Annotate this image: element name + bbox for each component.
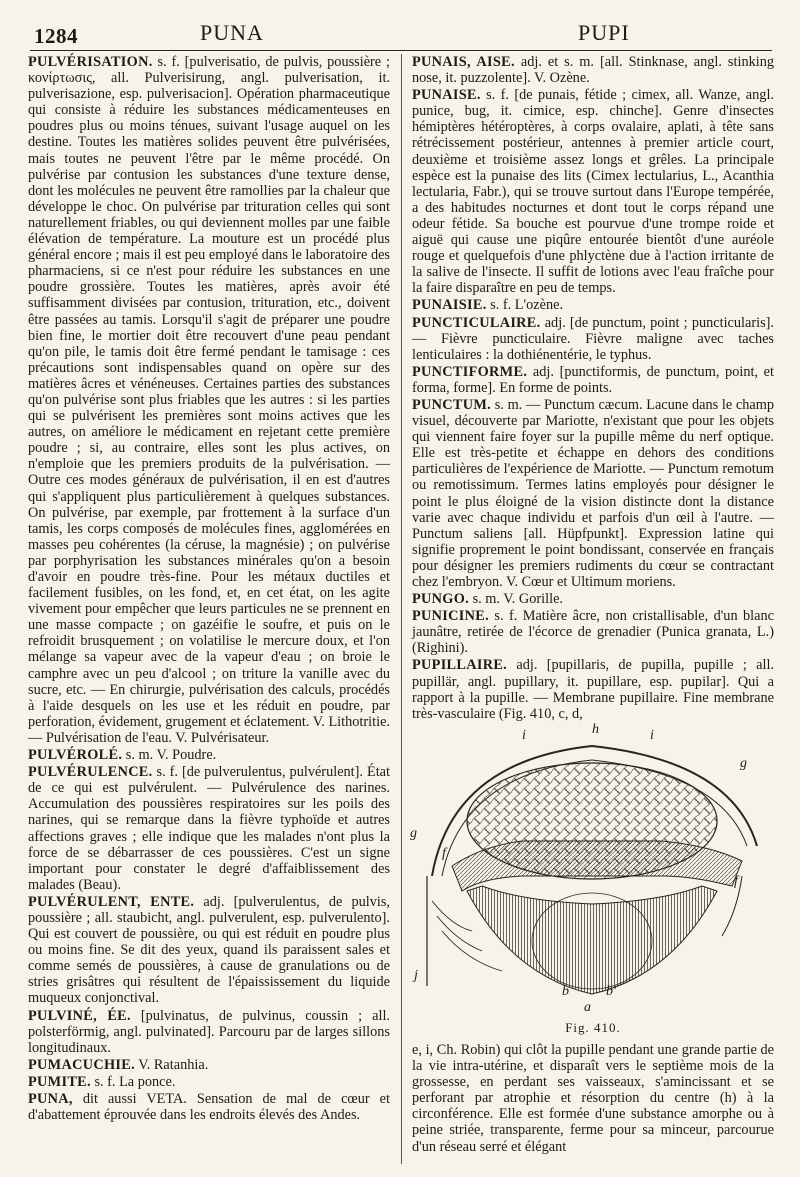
- right-running-head: PUPI: [578, 20, 630, 45]
- entry-headword: PUPILLAIRE.: [412, 657, 508, 674]
- figure-410-pupillary-membrane: [410, 721, 774, 1026]
- figure-label: b: [562, 983, 569, 999]
- dictionary-entry: [412, 87, 774, 296]
- entry-text: s. f. La ponce.: [90, 1073, 176, 1090]
- entry-headword: PUNCTIFORME.: [412, 363, 528, 380]
- dictionary-entry: [28, 747, 390, 763]
- entry-headword: PUNGO.: [412, 591, 469, 608]
- entry-text: s. f. [pulverisatio, de pulvis, poussière ; κονίρτωσις, all. Pulverisirung, angl. pulverisation, it. pulverisazione, esp. pulverisacion]. Opération pharmaceutique qui consiste à réduire les substances médicamenteuses en poudres plus ou moins ténues, suivant l'usage auquel on les destine. Toutes les matières solides peuvent être pulvérisées, mais toutes ne peuvent l'être par le même procédé. On pulvérise par contusion les substances d'une texture dense, dont les molécules ne peuvent être ramollies par la chaleur que développe le choc. On pulvérise par trituration celles qui sont naturellement friables, ou qui deviennent molles par une faible élévation de température. La mouture est un procédé plus général encore ; mais il est peu employé dans le laboratoire des pharmaciens, si ce n'est pour réduire les substances en une poudre grossière. Toutes les matières, après avoir été suffisamment divisées par contusion, trituration, etc., doivent être passées au tamis. Lorsqu'il s'agit de préparer une poudre bien fine, le mortier doit être recouvert d'une peau pendant qu'on pile, le tamis doit être fermé pendant le tamisage : ces précautions sont indispensables quand on opère sur des matières âcres et vénéneuses. Certaines parties des substances qu'on pulvérise sont plus friables que les autres : si les parties qui se pulvérisent les premières sont moins actives que les autres, on améliore le médicament en rejetant cette première poudre ; si, au contraire, elles sont les plus actives, on n'emploie que les premiers produits de la pulvérisation. — Outre ces modes généraux de pulvérisation, il en est d'autres qui s'appliquent plus particulièrement à quelques substances. On pulvérise, par exemple, par frottement à la surface d'un tamis, les corps composés de molécules fines, agglomérées en masses peu cohérentes (la céruse, la magnésie) ; on pulvérise par porphyrisation les substances minérales qu'on a besoin d'avoir en poudre très-fine. Pour les métaux ductiles et facilement fusibles, on les fond, et, en cet état, on les agite vivement pour empêcher que leurs particules ne se prennent en une masse compacte ; on gazéifie le soufre, et puis on le refroidit brusquement ; on volatilise le mercure doux, et l'on mélange sa vapeur avec de la vapeur d'eau ; on broie le camphre avec un peu d'alcool ; on triture la vanille avec du sucre, etc. — En chirurgie, pulvérisation des calculs, procédés à l'aide desquels on les use et les réduit en poudre, par perforation, évidement, grugement et éclatement. V. Lithotritie. — Pulvérisation de l'eau. V. Pulvérisateur.: [28, 54, 390, 746]
- figure-label: i: [650, 727, 654, 743]
- entry-text: adj. [pulverulentus, de pulvis, poussière ; all. staubicht, angl. pulverulent, esp. pulverulento]. Qui est couvert de poussière, ou qui est réduit en poudre plus ou moins fine. Se dit des yeux, quand ils paraissent sales et comme semés de poussières, à cause de granulations ou de stries grisâtres qui résultent de l'épaississement du liquide muqueux conjonctival.: [28, 893, 390, 1007]
- header-rule: [30, 50, 772, 51]
- left-column: [28, 54, 390, 1124]
- entry-continuation: e, i, Ch. Robin) qui clôt la pupille pendant une grande partie de la vie intra-utérine, et disparaît vers le septième mois de la grossesse, en perdant ses vaisseaux, s'amincissant et se perforant par atrophie et résorption du centre (h) à la circonférence. Elle est formée d'une substance amorphe ou à peine striée, transparente, ferme pour sa minceur, parcourue d'un réseau serré et élégant: [412, 1041, 774, 1155]
- entry-headword: PULVINÉ, ÉE.: [28, 1007, 131, 1024]
- entry-headword: PUNCTUM.: [412, 396, 492, 413]
- entry-headword: PUNA,: [28, 1091, 73, 1107]
- figure-label: a: [584, 999, 591, 1015]
- left-running-head: PUNA: [200, 20, 264, 45]
- dictionary-entry: [412, 657, 774, 721]
- entry-headword: PUNICINE.: [412, 608, 489, 625]
- dictionary-entry: [28, 54, 390, 746]
- entry-text: [pulvinatus, de pulvinus, coussin ; all. polsterförmig, angl. pulvinated]. Parcouru par de larges sillons longitudinaux.: [28, 1007, 390, 1056]
- entry-text: adj. [de punctum, point ; puncticularis]. — Fièvre puncticulaire. Fièvre maligne avec taches lenticulaires : la dothiénentérie, le typhus.: [412, 314, 774, 363]
- column-divider: [401, 54, 402, 1164]
- figure-label: h: [592, 721, 599, 737]
- right-column: [412, 54, 774, 1156]
- entry-text: s. f. L'ozène.: [486, 297, 564, 314]
- dictionary-entry: [28, 1008, 390, 1056]
- dictionary-entry: [412, 297, 774, 313]
- dictionary-entry: [28, 1074, 390, 1090]
- figure-label: f: [442, 845, 446, 861]
- figure-label: f: [734, 873, 738, 889]
- dictionary-entry: [412, 397, 774, 590]
- entry-text: s. f. Matière âcre, non cristallisable, d'un blanc jaunâtre, retirée de l'écorce de grenadier (Punica granata, L.) (Righini).: [412, 608, 774, 657]
- page-number: 1284: [34, 24, 78, 48]
- entry-headword: PULVÉRULENCE.: [28, 764, 153, 781]
- figure-label: j: [414, 967, 418, 983]
- entry-text: s. m. V. Poudre.: [122, 747, 217, 764]
- dictionary-entry: [28, 764, 390, 893]
- entry-headword: PUMITE.: [28, 1073, 91, 1090]
- dictionary-entry: [28, 894, 390, 1007]
- entry-headword: PULVÉROLÉ.: [28, 747, 123, 764]
- entry-headword: PUNCTICULAIRE.: [412, 314, 541, 331]
- dictionary-entry: [412, 591, 774, 607]
- dictionary-entry: [28, 1057, 390, 1073]
- dictionary-entry: [28, 1091, 390, 1123]
- dictionary-entry: [412, 54, 774, 86]
- entry-text: adj. [punctiformis, de punctum, point, et forma, forme]. En forme de points.: [412, 363, 774, 396]
- entry-headword: PUNAIS, AISE.: [412, 54, 515, 70]
- figure-label: b': [606, 983, 616, 999]
- entry-text: V. Ratanhia.: [134, 1056, 209, 1073]
- entry-text: s. m. V. Gorille.: [469, 591, 563, 608]
- entry-text: s. m. — Punctum cæcum. Lacune dans le champ visuel, découverte par Mariotte, n'existant que pour les objets qui viennent faire foyer sur la pupille même du nerf optique. Elle est très-petite et échappe en dehors des conditions particulières de l'expérience de Mariotte. — Punctum remotum ou remotissimum. Termes latins employés pour désigner le point le plus éloigné de la vision distincte dont la distance varie avec chaque individu et parfois d'un œil à l'autre. — Punctum saliens [all. Hüpfpunkt]. Expression latine qui signifie proprement le point bondissant, conservée en français pour désigner les premiers rudiments du cœur se contractant chez l'embryon. V. Cœur et Ultimum moriens.: [412, 396, 774, 590]
- entry-headword: PUNAISIE.: [412, 297, 487, 314]
- eye-engraving: [412, 726, 774, 1016]
- figure-label: i: [522, 727, 526, 743]
- entry-text: dit aussi VETA. Sensation de mal de cœur et d'abattement éprouvée dans les endroits élevés des Andes.: [28, 1091, 390, 1124]
- entry-text: adj. [pupillaris, de pupilla, pupille ; all. pupillär, angl. pupillary, it. pupillare, esp. pupilar]. Qui a rapport à la pupille. — Membrane pupillaire. Fine membrane très-vasculaire (Fig. 410, c, d,: [412, 657, 774, 722]
- entry-text: s. f. [de pulverulentus, pulvérulent]. État de ce qui est pulvérulent. — Pulvérulence des narines. Accumulation des poussières respiratoires sur les poils des narines, qui se remarque dans la fièvre typhoïde et autres affections graves ; elle indique que les malades n'ont plus la force de se débarrasser de ces poussières. C'est un signe important pour constater le degré d'affaiblissement des malades (Beau).: [28, 764, 390, 893]
- dictionary-entry: [412, 315, 774, 363]
- entry-text: adj. et s. m. [all. Stinknase, angl. stinking nose, it. puzzolente]. V. Ozène.: [412, 54, 775, 87]
- entry-text: s. f. [de punais, fétide ; cimex, all. Wanze, angl. punice, bug, it. cimice, esp. chinche]. Genre d'insectes hémiptères hétéroptères, à corps ovalaire, aplati, à tête sans rétrécissement postérieur, antennes à premier article court, deuxième et troisième assez longs et grêles. La principale espèce est la punaise des lits (Cimex lectularius, L., Acanthia lectularia, Fabr.), qui se trouve surtout dans l'Europe tempérée, a des habitudes nocturnes et dont tout le corps répand une odeur fétide. Sa bouche est pourvue d'une trompe roide et aiguë qui cause une piqûre entourée bientôt d'une auréole rouge et quelquefois d'une phlyctène due à l'action irritante de la salive de l'insecte. Il suffit de lotions avec l'eau fraîche pour la faire disparaître en peu de temps.: [412, 87, 774, 297]
- entry-headword: PULVÉRULENT, ENTE.: [28, 893, 195, 910]
- entry-headword: PULVÉRISATION.: [28, 54, 153, 70]
- dictionary-entry: [412, 364, 774, 396]
- dictionary-entry: [412, 608, 774, 656]
- entry-headword: PUMACUCHIE.: [28, 1056, 135, 1073]
- figure-caption: Fig. 410.: [565, 1019, 621, 1035]
- entry-headword: PUNAISE.: [412, 87, 481, 104]
- figure-label: g: [740, 755, 747, 771]
- figure-label: g: [410, 825, 417, 841]
